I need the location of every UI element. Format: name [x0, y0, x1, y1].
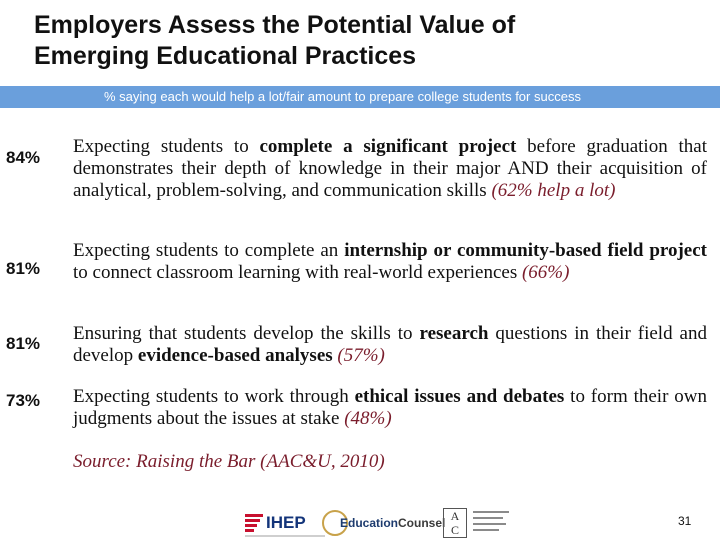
item-percent: 81% [6, 259, 41, 278]
ihep-underline [245, 535, 325, 537]
item-text: before graduation that demonstrates their depth of knowledge in their major AND their acquisition of analytical, problem-solving, and communication skills [73, 136, 708, 201]
logo-word-counsel: Counsel [398, 516, 446, 530]
slide-title [34, 10, 674, 72]
title-line-2: Emerging Educational Practices [34, 42, 417, 70]
item-percent: 81% [6, 334, 41, 353]
ihep-stripes-icon [245, 514, 263, 532]
aacu-monogram-icon [443, 508, 467, 538]
item-percent: 73% [6, 391, 41, 410]
aacu-letter: A [450, 509, 460, 523]
item-percent: 84% [6, 148, 41, 167]
educationcounsel-logo-text [340, 516, 445, 530]
aacu-logo [443, 508, 513, 540]
subtitle-banner [0, 86, 720, 108]
item-aside: (57%) [337, 345, 385, 366]
item-text: Expecting students to complete an [73, 240, 345, 261]
subtitle-text: % saying each would help a lot/fair amount to prepare college students for success [104, 89, 581, 104]
item-text: to form their own judgments about the issues at stake [73, 386, 707, 429]
aacu-wordmark-lines [473, 511, 509, 535]
item-bold-text: internship or community-based field project [344, 240, 707, 261]
item-aside: (62% help a lot) [491, 180, 616, 201]
item-bold-text: research [419, 323, 489, 344]
page-number: 31 [678, 514, 692, 528]
item-text: Expecting students to work through [73, 386, 355, 407]
footer-logos [0, 506, 720, 540]
item-description [73, 136, 707, 202]
item-bold-text: evidence-based analyses [137, 345, 333, 366]
item-aside: (48%) [344, 408, 392, 429]
educationcounsel-logo [318, 506, 446, 540]
logo-word-education: Education [340, 516, 399, 530]
ihep-logo [245, 510, 306, 536]
item-bold-text: ethical issues and debates [354, 386, 565, 407]
item-aside: (66%) [521, 262, 570, 283]
item-description [73, 386, 707, 430]
item-text: Ensuring that students develop the skills to [73, 323, 420, 344]
item-text: questions in their field and develop [73, 323, 707, 366]
item-text: Expecting students to [73, 136, 260, 157]
item-text: to connect classroom learning with real-world experiences [73, 262, 522, 283]
item-bold-text: complete a significant project [259, 136, 517, 157]
aacu-letter: C [450, 523, 459, 537]
item-description [73, 323, 707, 367]
item-description [73, 240, 707, 284]
ihep-logo-text: IHEP [266, 513, 306, 532]
title-line-1: Employers Assess the Potential Value of [34, 11, 516, 39]
source-citation: Source: Raising the Bar (AAC&U, 2010) [73, 451, 385, 472]
